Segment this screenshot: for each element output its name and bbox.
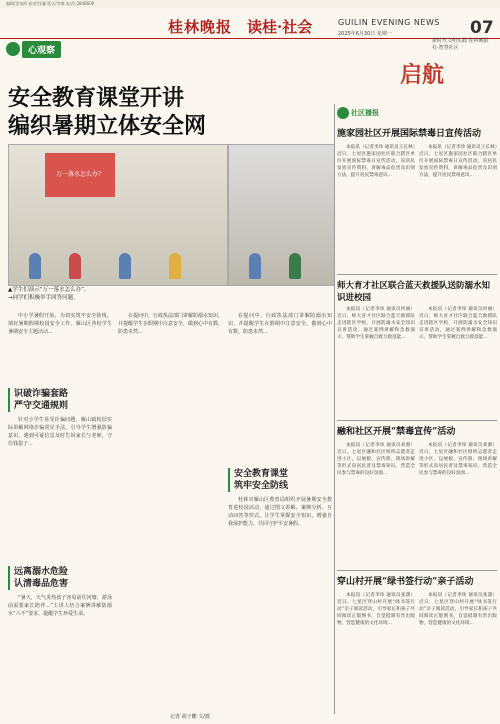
student-figure (169, 253, 181, 279)
headline-line-1: 安全教育课堂开讲 (8, 85, 185, 111)
item-divider (337, 274, 497, 275)
item-2-body: 本报讯（记者李珍 通讯员何丽）近日，师大育才社区联合蓝天救援队走进辖区学校，开展防溺水安全知识宣讲活动，通过案例讲解和急救演示，帮助学生掌握自救互救技能... (337, 307, 415, 340)
item-divider (337, 420, 497, 421)
editor-line: 编辑/雷宛晖 校对/沈骊 版式/李娜 电话/ 2848600 (6, 1, 95, 6)
article-col2: 在提问中，行政执法部门讲解防溺水知识，并提醒学生在假期中注意安全，做到心中有数、防患未然... (118, 313, 223, 335)
qihang-big: 启航 (400, 62, 445, 88)
subhead-3 (234, 468, 288, 492)
community-tag (337, 106, 379, 120)
issue-date: 2025年6月30日 星期一 (338, 31, 392, 37)
item-2-title: 师大育才社区联合蓝天救援队送防溺水知识进校园 (337, 281, 491, 303)
projection-screen (45, 153, 115, 197)
item-3-body-cont: 本报讯（记者李珍 通讯员刘源）近日，七星区融和社区组织志愿者走进小区，以展板、宣传册、现场讲解等形式向居民普及禁毒知识，营造全民参与禁毒的良好氛围... (419, 443, 497, 476)
broadcast-icon (337, 107, 349, 119)
student-figure (119, 253, 131, 279)
newspaper-logo: 桂林晚报 (168, 18, 233, 36)
main-headline (8, 84, 333, 140)
item-1-title: 施家园社区开展国际禁毒日宣传活动 (337, 129, 482, 139)
item-1-body: 本报讯（记者李珍 通讯员王长林）近日，七星区施家园社区联合辖区单位开展国际禁毒日宣传活动，向居民发放宣传资料，讲解毒品危害及识别方法，提升居民禁毒意识... (337, 145, 415, 178)
heart-icon (6, 42, 20, 56)
subhead-1-line-2: 严守交通规则 (14, 401, 69, 411)
student-figure (249, 253, 261, 279)
student-figure (69, 253, 81, 279)
item-2-body-cont: 本报讯（记者李珍 通讯员何丽）近日，师大育才社区联合蓝天救援队走进辖区学校，开展防溺水安全知识宣讲活动，通过案例讲解和急救演示，帮助学生掌握自救互救技能... (419, 307, 497, 340)
subhead-1 (14, 388, 68, 412)
item-4-title: 穿山村开展“绿书签行动”亲子活动 (337, 577, 474, 587)
caption-2: →同学们积极举手回答问题。 (8, 295, 79, 301)
qihang-logo (380, 34, 496, 104)
english-name: GUILIN EVENING NEWS (338, 18, 440, 27)
item-divider (337, 570, 497, 571)
photo-captions (8, 286, 333, 302)
subhead-marker (228, 468, 230, 492)
community-tag-label: 社区播报 (351, 109, 379, 117)
subhead-2-line-1: 远离溺水危险 (14, 567, 69, 577)
column-badge-label: 心观察 (22, 41, 61, 58)
byline: 记者 胡子鹏 文/摄 (170, 714, 210, 720)
column-badge (6, 40, 61, 58)
column-divider (334, 104, 335, 714)
screen-text: 万一落水怎么办？ (55, 171, 104, 178)
page-number: 07 (470, 18, 494, 38)
subhead-2 (14, 566, 68, 590)
item-3-body: 本报讯（记者李珍 通讯员刘源）近日，七星区融和社区组织志愿者走进小区，以展板、宣传册、现场讲解等形式向居民普及禁毒知识，营造全民参与禁毒的良好氛围... (337, 443, 415, 476)
subhead-2-line-2: 认清毒品危害 (14, 579, 69, 589)
headline-line-2: 编织暑期立体安全网 (8, 113, 207, 139)
student-figure (289, 253, 301, 279)
students-raising-hands-photo (228, 144, 335, 286)
article-intro: 中小学暑假开始，为切实筑牢安全防线，填好暑期假期校园安全工作，雁山区各校学生暑期安全主题活动... (8, 313, 112, 335)
qihang-small: 新时代文明实践 桂林晚报社·智慧社区 (432, 38, 489, 51)
subhead-marker (8, 566, 10, 590)
article-col1b: “暑天，天气炎热孩子容易前往河塘，游泳前需要家长陪伴...”主讲人结合案例讲解防溺水“六不”要求，提醒学生珍爱生命。 (8, 595, 112, 617)
subhead-1-line-1: 识破诈骗套路 (14, 389, 69, 399)
item-1-body-cont: 本报讯（记者李珍 通讯员王长林）近日，七星区施家园社区联合辖区单位开展国际禁毒日宣传活动，向居民发放宣传资料，讲解毒品危害及识别方法，提升居民禁毒意识... (419, 145, 497, 178)
item-4-body: 本报讯（记者李珍 通讯员张潇）近日，七星区穿山村开展“绿书签行动”亲子阅读活动，引导家长和孩子共同阅读正版图书，自觉抵制有害出版物，营造健康的文化环境... (337, 593, 415, 626)
subhead-3-line-1: 安全教育课堂 (234, 469, 289, 479)
student-figure (29, 253, 41, 279)
article-col1a: 针对小学生易受诈骗问题，雁山镇校园实际讲解网络诈骗常见手法，引导学生增强防骗意识，遇到可疑信息及时告诉家长与老师，守住钱袋子... (8, 417, 112, 447)
subhead-3-line-2: 筑牢安全防线 (234, 481, 289, 491)
article-col3a: 在提问中，行政执法部门讲解防溺水知识，并提醒学生在假期中注意安全，做到心中有数、防患未然... (228, 313, 332, 335)
article-col3b: 桂林市雁山区教育局组织开展暑期安全教育进校园活动，通过图文讲解、案例分析、互动问答等形式，让学生掌握安全知识，增强自我保护能力，共同守护平安暑假。 (228, 497, 332, 527)
classroom-photo (8, 144, 228, 286)
subhead-marker (8, 388, 10, 412)
item-4-body-cont: 本报讯（记者李珍 通讯员张潇）近日，七星区穿山村开展“绿书签行动”亲子阅读活动，引导家长和孩子共同阅读正版图书，自觉抵制有害出版物，营造健康的文化环境... (419, 593, 497, 626)
caption-1: ▲学生们演示“万一落水怎么办”。 (8, 287, 90, 293)
item-3-title: 融和社区开展“禁毒宣传”活动 (337, 427, 456, 437)
top-strip (0, 0, 500, 8)
section-title: 读桂·社会 (247, 18, 313, 36)
